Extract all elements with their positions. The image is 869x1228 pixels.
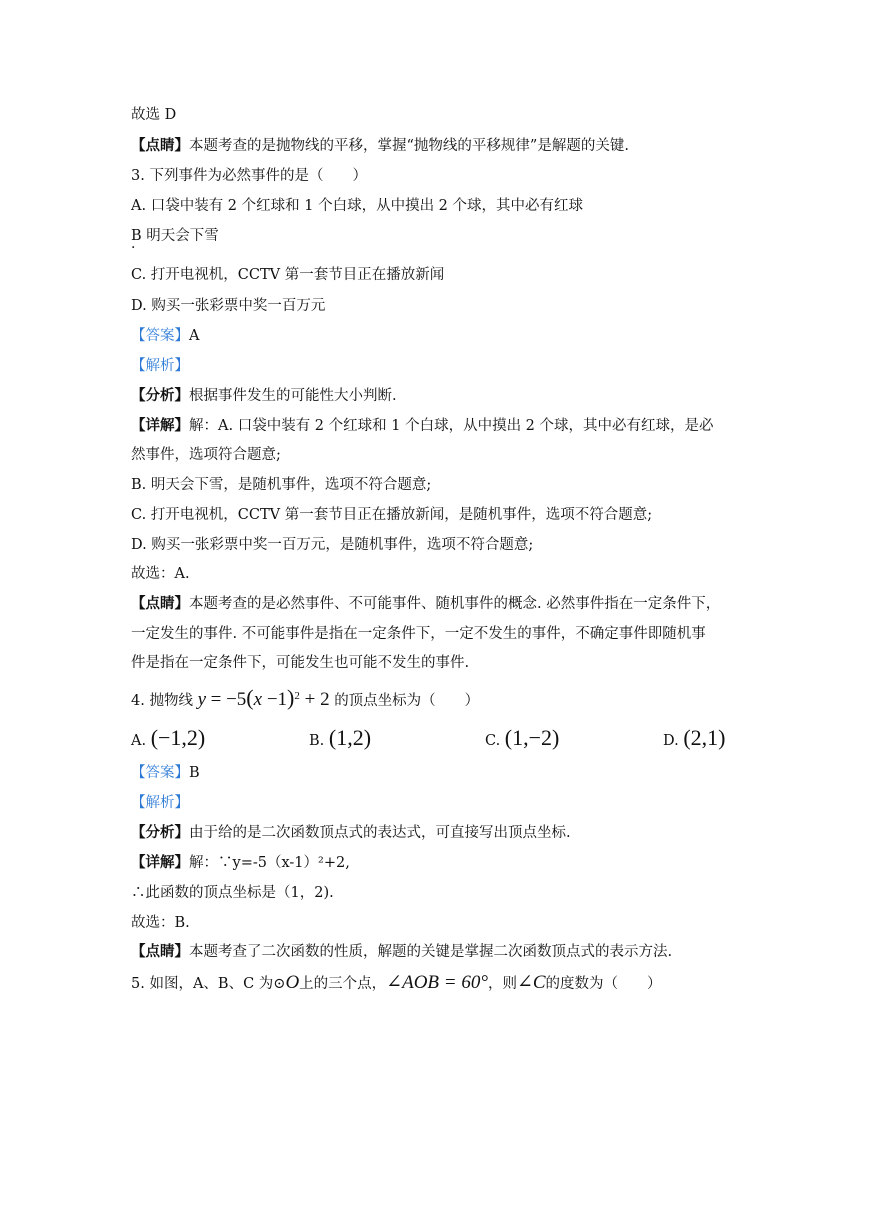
answer-4 <box>131 763 200 783</box>
q3-option-a: A. 口袋中装有 2 个红球和 1 个白球，从中摸出 2 个球，其中必有红球 <box>131 198 584 214</box>
xiangjie-3-c: C. 打开电视机，CCTV 第一套节目正在播放新闻，是随机事件，选项不符合题意; <box>131 507 653 523</box>
q3-option-b: B 明天会下雪 <box>131 228 219 244</box>
q5-post2: 的度数为（ ） <box>545 976 662 992</box>
comment-line <box>131 136 629 156</box>
comment-tag: 【点睛】 <box>131 137 189 154</box>
dianjing-3-line3: 件是指在一定条件下，可能发生也可能不发生的事件. <box>131 655 470 671</box>
analysis-tag-3: 【解析】 <box>131 358 189 374</box>
q5-angle-c: ∠C <box>516 972 546 993</box>
xiangjie-3-b: B. 明天会下雪，是随机事件，选项不符合题意; <box>131 477 432 493</box>
xiangjie-tag: 【详解】 <box>131 854 189 871</box>
answer-3 <box>131 326 199 346</box>
xiangjie-3-line2: 然事件，选项符合题意; <box>131 447 281 463</box>
xiangjie-4 <box>131 853 350 873</box>
fenxi-tag: 【分析】 <box>131 387 189 404</box>
analysis-tag-4: 【解析】 <box>131 795 189 811</box>
dianjing-text: 本题考查的是必然事件、不可能事件、随机事件的概念. 必然事件指在一定条件下， <box>189 596 721 612</box>
q5-mid: 上的三个点， <box>299 976 387 992</box>
xiangjie-text: 解：∵y=-5（x-1）²+2, <box>189 855 350 871</box>
dianjing-text: 本题考查了二次函数的性质，解题的关键是掌握二次函数顶点式的表示方法. <box>189 944 673 960</box>
dianjing-tag: 【点睛】 <box>131 943 189 960</box>
comment-text: 本题考查的是抛物线的平移，掌握“抛物线的平移规律”是解题的关键. <box>189 138 629 154</box>
xiangjie-text: 解：A. 口袋中装有 2 个红球和 1 个白球，从中摸出 2 个球，其中必有红球，是必 <box>189 418 714 434</box>
dianjing-3-line1 <box>131 594 720 614</box>
xiangjie-3-d: D. 购买一张彩票中奖一百万元，是随机事件，选项不符合题意; <box>131 537 534 553</box>
q4-option-c: C. (1,−2) <box>485 725 560 750</box>
q5-circle-o: O <box>285 972 300 993</box>
xiangjie-4-line2: ∴此函数的顶点坐标是（1，2). <box>131 885 334 901</box>
dianjing-4 <box>131 942 672 962</box>
q4-option-b: B. (1,2) <box>309 725 372 750</box>
q4-option-d: D. (2,1) <box>663 725 726 750</box>
q4-option-a: A. (−1,2) <box>131 725 206 750</box>
question-4 <box>131 683 479 714</box>
q3-option-d: D. 购买一张彩票中奖一百万元 <box>131 298 326 314</box>
q5-post1: ，则 <box>487 976 517 992</box>
xiangjie-tag: 【详解】 <box>131 417 189 434</box>
q3-option-c: C. 打开电视机，CCTV 第一套节目正在播放新闻 <box>131 267 445 283</box>
q4-formula: $y = -5(x -1)^2 + 2$ <box>197 684 330 710</box>
fenxi-4 <box>131 823 571 843</box>
question-3: 3. 下列事件为必然事件的是（ ） <box>131 168 367 184</box>
choice-4: 故选：B. <box>131 915 190 931</box>
q5-prefix: 5. 如图，A、B、C 为⊙ <box>131 976 286 992</box>
answer-tag: 【答案】 <box>131 328 189 344</box>
answer-tag: 【答案】 <box>131 765 189 781</box>
fenxi-3 <box>131 386 397 406</box>
answer-value: A <box>189 328 200 344</box>
conclusion-line: 故选 D <box>131 107 177 123</box>
dianjing-tag: 【点睛】 <box>131 595 189 612</box>
q5-angle-aob: ∠AOB = 60° <box>386 972 488 993</box>
question-5 <box>131 970 662 997</box>
q4-prefix: 4. 抛物线 <box>131 692 193 709</box>
stray-dot: · <box>131 240 136 256</box>
answer-value: B <box>189 765 200 781</box>
fenxi-text: 根据事件发生的可能性大小判断. <box>189 388 397 404</box>
xiangjie-3-line1 <box>131 416 714 436</box>
fenxi-text: 由于给的是二次函数顶点式的表达式，可直接写出顶点坐标. <box>189 825 571 841</box>
fenxi-tag: 【分析】 <box>131 824 189 841</box>
choice-3: 故选：A. <box>131 566 190 582</box>
q4-suffix: 的顶点坐标为（ ） <box>334 692 480 709</box>
dianjing-3-line2: 一定发生的事件. 不可能事件是指在一定条件下，一定不发生的事件，不确定事件即随机事 <box>131 626 706 642</box>
